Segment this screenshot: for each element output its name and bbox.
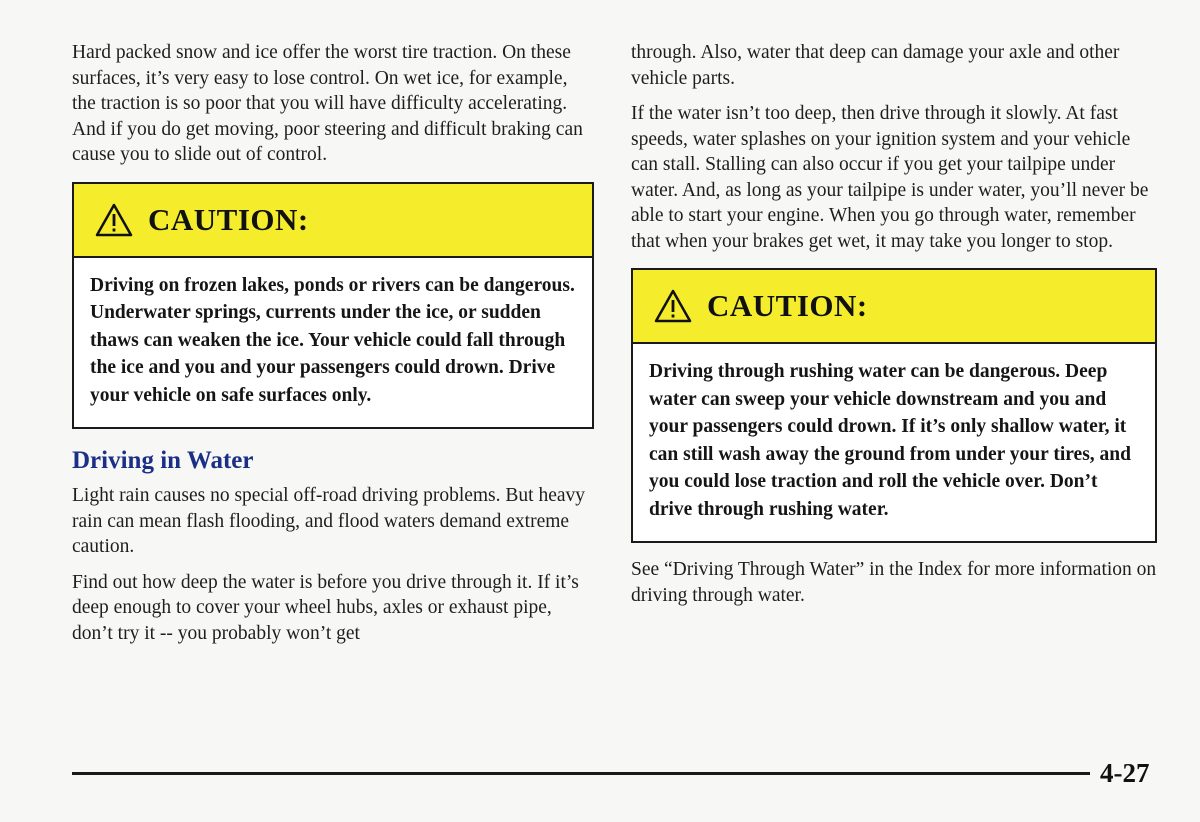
left-column: [72, 40, 594, 656]
caution-title: CAUTION:: [707, 288, 868, 323]
right-column: [631, 40, 1157, 618]
caution-body: Driving through rushing water can be dangerous. Deep water can sweep your vehicle downstream and you and your passengers could drown. If it’s only shallow water, it can still wash away the ground from under your tires, and you could lose traction and roll the vehicle over. Don’t drive through rushing water.: [649, 361, 1131, 520]
footer-rule: [72, 772, 1090, 775]
caution-title: CAUTION:: [148, 201, 309, 237]
paragraph-drive-slowly: If the water isn’t too deep, then drive through it slowly. At fast speeds, water splashes on your ignition system and your vehicle can stall. Stalling can also occur if you get your tailpipe under water. And, as long as your tailpipe is under water, you’ll never be able to start your engine. When you go through water, remember that when your brakes get wet, it may take you longer to stop.: [631, 103, 1149, 252]
paragraph-light-rain: Light rain causes no special off-road driving problems. But heavy rain can mean flash flooding, and flood waters demand extreme caution.: [72, 485, 586, 557]
paragraph-water-depth: Find out how deep the water is before you drive through it. If it’s deep enough to cover your wheel hubs, axles or exhaust pipe, don’t try it -- you probably won’t get: [72, 571, 579, 644]
intro-paragraph: Hard packed snow and ice offer the worst tire traction. On these surfaces, it’s very easy to lose control. On wet ice, for example, the traction is so poor that you will have difficulty accelerating. And if you do get moving, poor steering and difficult braking can cause you to slide out of control.: [72, 42, 583, 165]
warning-triangle-icon: [94, 202, 134, 238]
caution-header: [74, 184, 592, 258]
warning-triangle-icon: [653, 288, 693, 324]
caution-body: Driving on frozen lakes, ponds or rivers can be dangerous. Underwater springs, currents under the ice, or sudden thaws can weaken the ice. Your vehicle could fall through the ice and you and your passengers could drown. Drive your vehicle on safe surfaces only.: [90, 274, 575, 406]
caution-box-frozen-lakes: [72, 182, 594, 430]
page-number: 4-27: [1100, 758, 1150, 788]
section-heading: Driving in Water: [72, 447, 254, 474]
caution-box-rushing-water: [631, 268, 1157, 543]
paragraph-index-reference: See “Driving Through Water” in the Index for more information on driving through water.: [631, 559, 1157, 606]
caution-header: [633, 270, 1155, 344]
paragraph-continued: through. Also, water that deep can damage your axle and other vehicle parts.: [631, 42, 1120, 89]
